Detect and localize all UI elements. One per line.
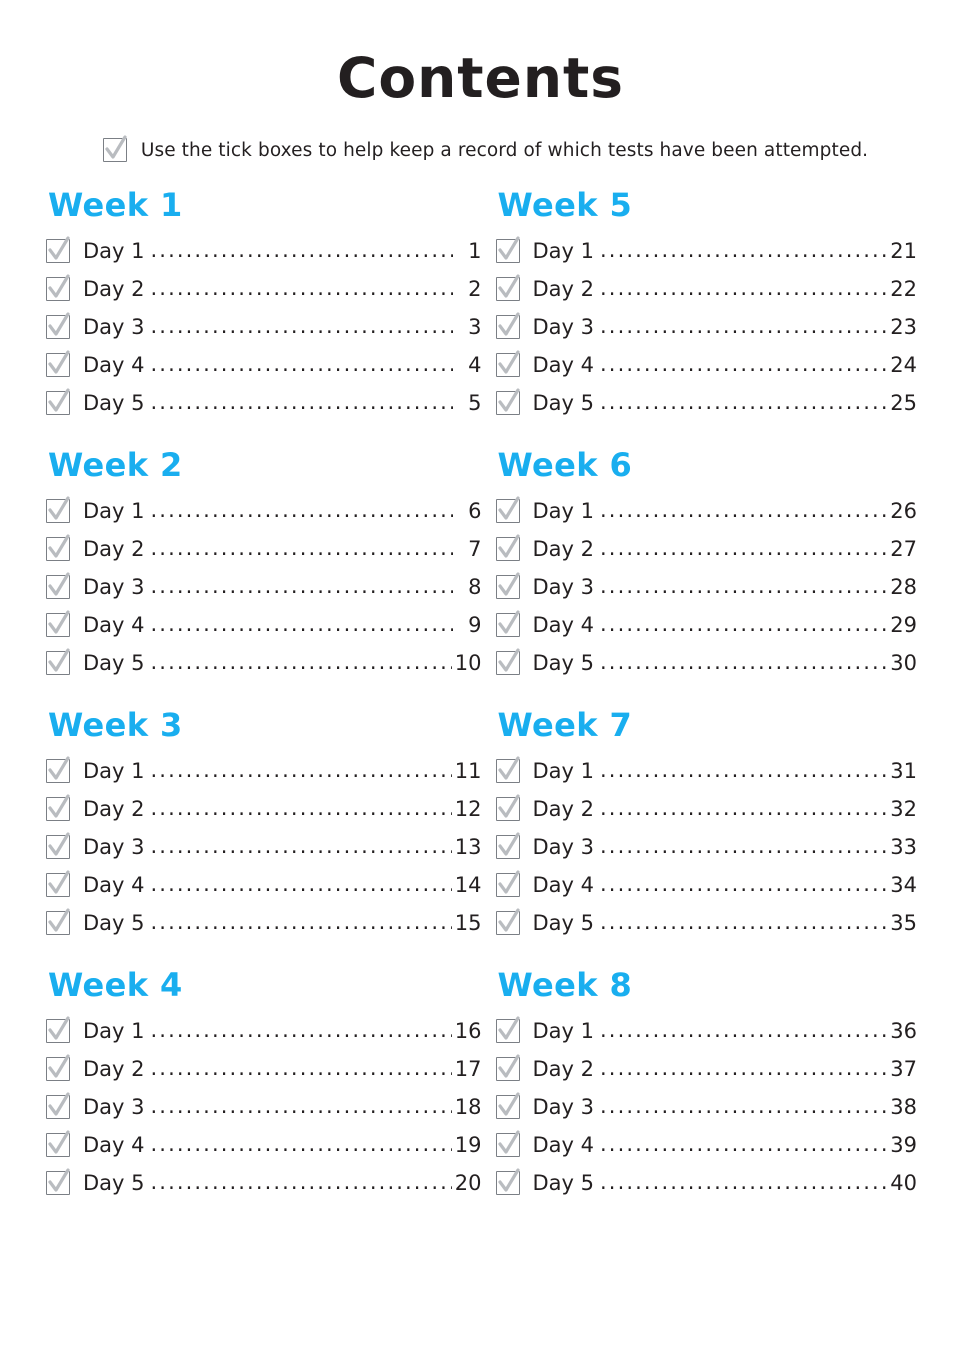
week-block xyxy=(496,706,918,942)
leader-dots xyxy=(600,1021,887,1042)
leader-dots xyxy=(600,241,887,262)
entry-label: Day 5 xyxy=(83,911,145,935)
leader-dots xyxy=(151,799,452,820)
entry-label: Day 1 xyxy=(532,499,595,523)
tick-check-icon[interactable] xyxy=(46,797,70,821)
week-title: Week 4 xyxy=(48,966,183,1004)
leader-dots xyxy=(151,279,453,300)
entry-page-number: 2 xyxy=(468,277,482,301)
tick-check-icon[interactable] xyxy=(46,759,70,783)
week-block xyxy=(496,186,918,422)
leader-dots xyxy=(151,539,453,560)
entry-label: Day 1 xyxy=(83,1019,145,1043)
tick-check-icon[interactable] xyxy=(46,1133,70,1157)
entry-label: Day 2 xyxy=(532,1057,595,1081)
week-block xyxy=(46,966,482,1202)
leader-dots xyxy=(600,1097,887,1118)
contents-entry[interactable] xyxy=(496,790,918,828)
instruction-row xyxy=(0,138,961,162)
tick-check-icon[interactable] xyxy=(46,613,70,637)
contents-entry[interactable] xyxy=(46,492,482,530)
contents-entry[interactable] xyxy=(46,1012,482,1050)
leader-dots xyxy=(151,761,452,782)
entry-label: Day 5 xyxy=(532,391,595,415)
contents-entry[interactable] xyxy=(496,828,918,866)
contents-entry[interactable] xyxy=(496,232,918,270)
contents-entry[interactable] xyxy=(496,1164,918,1202)
tick-check-icon[interactable] xyxy=(496,1019,520,1043)
contents-entry[interactable] xyxy=(46,904,482,942)
contents-columns xyxy=(0,186,961,1226)
entry-label: Day 2 xyxy=(83,1057,145,1081)
entry-page-number: 14 xyxy=(454,873,482,897)
entry-label: Day 1 xyxy=(532,239,595,263)
leader-dots xyxy=(151,1059,452,1080)
tick-check-icon[interactable] xyxy=(46,391,70,415)
week-block xyxy=(46,446,482,682)
tick-check-icon[interactable] xyxy=(496,651,520,675)
leader-dots xyxy=(600,837,887,858)
entry-page-number: 25 xyxy=(890,391,917,415)
entry-page-number: 30 xyxy=(890,651,917,675)
week-title: Week 7 xyxy=(497,706,633,744)
tick-check-icon[interactable] xyxy=(46,277,70,301)
entry-page-number: 13 xyxy=(454,835,482,859)
contents-entry[interactable] xyxy=(46,568,482,606)
entry-page-number: 31 xyxy=(890,759,917,783)
entry-page-number: 28 xyxy=(890,575,917,599)
tick-check-icon[interactable] xyxy=(496,499,520,523)
entry-label: Day 5 xyxy=(83,391,145,415)
contents-entry[interactable] xyxy=(496,752,918,790)
contents-entry[interactable] xyxy=(46,1164,482,1202)
tick-check-icon[interactable] xyxy=(46,873,70,897)
entry-label: Day 3 xyxy=(532,315,595,339)
tick-check-icon[interactable] xyxy=(496,353,520,377)
entry-label: Day 5 xyxy=(532,651,595,675)
leader-dots xyxy=(600,875,887,896)
entry-label: Day 4 xyxy=(83,613,145,637)
contents-entry[interactable] xyxy=(496,606,918,644)
leader-dots xyxy=(151,653,452,674)
entry-label: Day 5 xyxy=(83,1171,145,1195)
entry-label: Day 4 xyxy=(532,613,595,637)
entry-page-number: 33 xyxy=(890,835,917,859)
week-block xyxy=(496,966,918,1202)
entry-page-number: 37 xyxy=(890,1057,917,1081)
contents-entry[interactable] xyxy=(46,828,482,866)
entry-page-number: 19 xyxy=(454,1133,482,1157)
contents-entry[interactable] xyxy=(46,346,482,384)
leader-dots xyxy=(151,1021,452,1042)
entry-label: Day 5 xyxy=(83,651,145,675)
entry-page-number: 32 xyxy=(890,797,917,821)
entry-page-number: 10 xyxy=(454,651,482,675)
entry-page-number: 5 xyxy=(468,391,482,415)
tick-check-icon[interactable] xyxy=(103,138,127,162)
tick-check-icon[interactable] xyxy=(496,391,520,415)
entry-page-number: 4 xyxy=(468,353,482,377)
week-block xyxy=(496,446,918,682)
tick-check-icon[interactable] xyxy=(496,613,520,637)
entry-page-number: 36 xyxy=(890,1019,917,1043)
entry-label: Day 1 xyxy=(83,239,145,263)
entry-label: Day 5 xyxy=(532,1171,595,1195)
contents-entry[interactable] xyxy=(46,384,482,422)
tick-check-icon[interactable] xyxy=(496,835,520,859)
contents-entry[interactable] xyxy=(46,644,482,682)
contents-column-left xyxy=(46,186,482,1226)
entry-page-number: 35 xyxy=(890,911,917,935)
contents-entry[interactable] xyxy=(496,384,918,422)
leader-dots xyxy=(600,355,887,376)
week-title: Week 8 xyxy=(497,966,633,1004)
tick-check-icon[interactable] xyxy=(496,873,520,897)
tick-check-icon[interactable] xyxy=(496,759,520,783)
leader-dots xyxy=(151,875,452,896)
entry-label: Day 2 xyxy=(83,537,145,561)
tick-check-icon[interactable] xyxy=(46,1019,70,1043)
leader-dots xyxy=(151,1097,452,1118)
tick-check-icon[interactable] xyxy=(496,911,520,935)
contents-column-right xyxy=(482,186,918,1226)
leader-dots xyxy=(600,653,887,674)
leader-dots xyxy=(151,1135,452,1156)
contents-entry[interactable] xyxy=(496,308,918,346)
week-title: Week 2 xyxy=(48,446,183,484)
entry-label: Day 3 xyxy=(83,1095,145,1119)
week-title: Week 1 xyxy=(48,186,183,224)
entry-label: Day 1 xyxy=(532,759,595,783)
tick-check-icon[interactable] xyxy=(496,1095,520,1119)
leader-dots xyxy=(600,539,887,560)
entry-label: Day 2 xyxy=(532,537,595,561)
leader-dots xyxy=(151,393,453,414)
entry-label: Day 2 xyxy=(532,797,595,821)
tick-check-icon[interactable] xyxy=(496,277,520,301)
week-block xyxy=(46,186,482,422)
tick-check-icon[interactable] xyxy=(496,315,520,339)
contents-entry[interactable] xyxy=(496,568,918,606)
entry-page-number: 38 xyxy=(890,1095,917,1119)
leader-dots xyxy=(600,1135,887,1156)
leader-dots xyxy=(600,761,887,782)
entry-page-number: 7 xyxy=(468,537,482,561)
contents-entry[interactable] xyxy=(496,644,918,682)
tick-check-icon[interactable] xyxy=(46,1095,70,1119)
contents-entry[interactable] xyxy=(496,904,918,942)
entry-page-number: 40 xyxy=(890,1171,917,1195)
tick-check-icon[interactable] xyxy=(46,835,70,859)
week-block xyxy=(46,706,482,942)
entry-label: Day 1 xyxy=(532,1019,595,1043)
tick-check-icon[interactable] xyxy=(46,537,70,561)
contents-entry[interactable] xyxy=(496,346,918,384)
leader-dots xyxy=(151,615,453,636)
entry-page-number: 34 xyxy=(890,873,917,897)
tick-check-icon[interactable] xyxy=(496,575,520,599)
entry-label: Day 1 xyxy=(83,759,145,783)
leader-dots xyxy=(151,913,452,934)
entry-page-number: 17 xyxy=(454,1057,482,1081)
contents-entry[interactable] xyxy=(496,866,918,904)
entry-page-number: 3 xyxy=(468,315,482,339)
leader-dots xyxy=(151,1173,452,1194)
entry-label: Day 4 xyxy=(83,873,145,897)
contents-entry[interactable] xyxy=(46,1126,482,1164)
leader-dots xyxy=(151,577,453,598)
leader-dots xyxy=(600,501,887,522)
entry-page-number: 11 xyxy=(454,759,482,783)
tick-check-icon[interactable] xyxy=(496,537,520,561)
contents-entry[interactable] xyxy=(46,1050,482,1088)
instruction-text: Use the tick boxes to help keep a record of which tests have been attempted. xyxy=(140,139,869,161)
tick-check-icon[interactable] xyxy=(46,1171,70,1195)
entry-label: Day 1 xyxy=(83,499,145,523)
entry-page-number: 1 xyxy=(468,239,482,263)
tick-check-icon[interactable] xyxy=(46,651,70,675)
tick-check-icon[interactable] xyxy=(46,353,70,377)
entry-page-number: 22 xyxy=(890,277,917,301)
week-title: Week 5 xyxy=(497,186,633,224)
entry-page-number: 8 xyxy=(468,575,482,599)
contents-entry[interactable] xyxy=(46,790,482,828)
entry-page-number: 23 xyxy=(890,315,917,339)
leader-dots xyxy=(151,317,453,338)
page-title: Contents xyxy=(336,46,625,110)
leader-dots xyxy=(600,317,887,338)
entry-label: Day 4 xyxy=(83,1133,145,1157)
contents-entry[interactable] xyxy=(46,232,482,270)
entry-label: Day 3 xyxy=(532,575,595,599)
tick-check-icon[interactable] xyxy=(496,797,520,821)
contents-entry[interactable] xyxy=(46,270,482,308)
tick-check-icon[interactable] xyxy=(46,1057,70,1081)
leader-dots xyxy=(151,355,453,376)
entry-label: Day 3 xyxy=(83,315,145,339)
entry-label: Day 2 xyxy=(83,277,145,301)
tick-check-icon[interactable] xyxy=(46,499,70,523)
entry-label: Day 4 xyxy=(532,353,595,377)
entry-page-number: 18 xyxy=(454,1095,482,1119)
tick-check-icon[interactable] xyxy=(496,1171,520,1195)
contents-entry[interactable] xyxy=(46,530,482,568)
contents-entry[interactable] xyxy=(496,1012,918,1050)
leader-dots xyxy=(151,501,453,522)
leader-dots xyxy=(600,799,887,820)
contents-entry[interactable] xyxy=(496,1050,918,1088)
contents-entry[interactable] xyxy=(496,1126,918,1164)
leader-dots xyxy=(151,241,453,262)
contents-entry[interactable] xyxy=(46,752,482,790)
leader-dots xyxy=(600,1059,887,1080)
entry-label: Day 3 xyxy=(532,835,595,859)
contents-entry[interactable] xyxy=(46,308,482,346)
tick-check-icon[interactable] xyxy=(496,239,520,263)
tick-check-icon[interactable] xyxy=(46,315,70,339)
entry-page-number: 16 xyxy=(454,1019,482,1043)
contents-entry[interactable] xyxy=(496,270,918,308)
entry-page-number: 39 xyxy=(890,1133,917,1157)
entry-label: Day 3 xyxy=(83,835,145,859)
entry-label: Day 2 xyxy=(83,797,145,821)
tick-check-icon[interactable] xyxy=(496,1057,520,1081)
leader-dots xyxy=(600,393,887,414)
leader-dots xyxy=(600,279,887,300)
entry-label: Day 4 xyxy=(532,873,595,897)
entry-page-number: 20 xyxy=(454,1171,482,1195)
tick-check-icon[interactable] xyxy=(46,911,70,935)
tick-check-icon[interactable] xyxy=(496,1133,520,1157)
entry-label: Day 3 xyxy=(83,575,145,599)
leader-dots xyxy=(600,615,887,636)
entry-label: Day 2 xyxy=(532,277,595,301)
leader-dots xyxy=(600,1173,887,1194)
entry-label: Day 5 xyxy=(532,911,595,935)
tick-check-icon[interactable] xyxy=(46,239,70,263)
contents-entry[interactable] xyxy=(496,492,918,530)
entry-label: Day 4 xyxy=(532,1133,595,1157)
entry-page-number: 9 xyxy=(468,613,482,637)
entry-page-number: 29 xyxy=(890,613,917,637)
entry-page-number: 26 xyxy=(890,499,917,523)
contents-entry[interactable] xyxy=(496,1088,918,1126)
entry-label: Day 3 xyxy=(532,1095,595,1119)
week-title: Week 3 xyxy=(48,706,183,744)
entry-page-number: 24 xyxy=(890,353,917,377)
contents-entry[interactable] xyxy=(46,1088,482,1126)
leader-dots xyxy=(600,577,887,598)
entry-page-number: 27 xyxy=(890,537,917,561)
entry-page-number: 15 xyxy=(454,911,482,935)
entry-label: Day 4 xyxy=(83,353,145,377)
leader-dots xyxy=(151,837,452,858)
contents-entry[interactable] xyxy=(46,606,482,644)
week-title: Week 6 xyxy=(497,446,633,484)
contents-entry[interactable] xyxy=(46,866,482,904)
entry-page-number: 21 xyxy=(890,239,917,263)
contents-entry[interactable] xyxy=(496,530,918,568)
entry-page-number: 12 xyxy=(454,797,482,821)
leader-dots xyxy=(600,913,887,934)
entry-page-number: 6 xyxy=(468,499,482,523)
tick-check-icon[interactable] xyxy=(46,575,70,599)
